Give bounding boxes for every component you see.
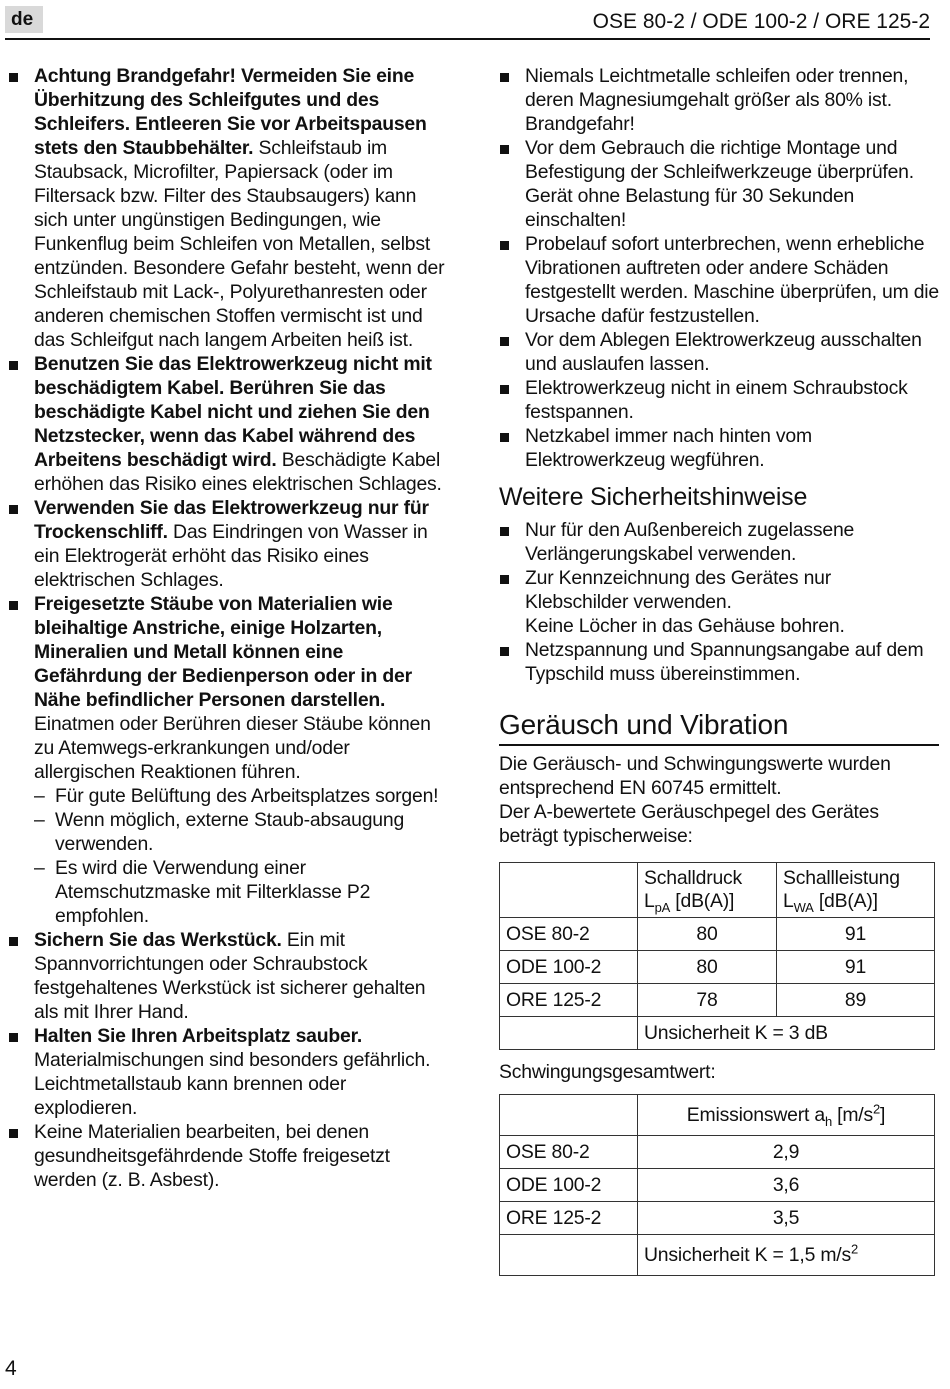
right-column [499,64,939,1276]
vibration-table [499,1094,935,1276]
bold-lead: Benutzen Sie das Elektrowerkzeug nicht mit beschädigtem Kabel. Berühren Sie das beschädigte Kabel nicht und ziehen Sie den Netzstecker, wenn das Kabel während des Arbeitens beschädigt wird. [34,353,432,471]
table-header-row [500,1095,935,1136]
table-cell-value: 3,5 [638,1202,935,1235]
noise-table [499,862,935,1050]
bold-lead: Freigesetzte Stäube von Materialien wie bleihaltige Anstriche, einige Holzarten, Mineralien und Metall können eine Gefährdung der Bedienperson oder in der Nähe befindlicher Personen darstellen. [34,593,412,711]
table-cell-empty [500,1095,638,1136]
header-divider [5,38,930,40]
table-cell-pressure: 80 [638,918,777,951]
left-column [8,64,448,1192]
table-cell-model: ODE 100-2 [500,1169,638,1202]
list-item [8,592,448,928]
list-item [8,928,448,1024]
language-badge: de [5,6,43,33]
list-item: Vor dem Ablegen Elektrowerkzeug ausschalten und auslaufen lassen. [499,328,939,376]
table-row [500,1235,935,1276]
table-cell-uncertainty: Unsicherheit K = 3 dB [638,1017,935,1050]
list-item: Nur für den Außenbereich zugelassene Verlängerungskabel verwenden. [499,518,939,566]
further-safety-list [499,518,939,686]
safety-list-right [499,64,939,472]
table-row [500,984,935,1017]
dust-sub-list [34,784,448,928]
table-header-emission: Emissionswert $a_h$ $[m/s^2]$ [638,1095,935,1136]
item-text: Einatmen oder Berühren dieser Stäube können zu Atemwegs-erkrankungen und/oder allergischen Reaktionen führen. [34,713,431,783]
table-cell-value: 2,9 [638,1136,935,1169]
table-row [500,1136,935,1169]
bold-lead: Halten Sie Ihren Arbeitsplatz sauber. [34,1025,363,1047]
table-header-row [500,863,935,918]
bold-lead: Verwenden Sie das Elektrowerkzeug nur für Trockenschliff. [34,497,429,543]
sub-list-item: – Für gute Belüftung des Arbeitsplatzes sorgen! [34,784,448,808]
table-cell-model: ODE 100-2 [500,951,638,984]
item-text: Beschädigte Kabel erhöhen das Risiko eines elektrischen Schlages. [34,449,442,495]
table-cell-empty [500,1235,638,1276]
table-row [500,1017,935,1050]
table-cell-model: ORE 125-2 [500,1202,638,1235]
list-item: Netzkabel immer nach hinten vom Elektrowerkzeug wegführen. [499,424,939,472]
table-row [500,1169,935,1202]
table-cell-model: OSE 80-2 [500,1136,638,1169]
vibration-label: Schwingungsgesamtwert: [499,1061,716,1083]
table-row [500,1202,935,1235]
further-safety-heading: Weitere Sicherheitshinweise [499,483,808,511]
noise-paragraph-1: Die Geräusch- und Schwingungswerte wurden entsprechend EN 60745 ermittelt. [499,753,891,799]
noise-vibration-heading: Geräusch und Vibration [499,708,939,746]
list-item [8,1120,448,1192]
sub-list-item: – Wenn möglich, externe Staub-absaugung verwenden. [34,808,448,856]
table-cell-power: 89 [777,984,935,1017]
item-text: Zur Kennzeichnung des Gerätes nur Klebschilder verwenden. [525,567,831,613]
table-header-power: Schallleistung $L_{WA}$ [dB(A)] [777,863,935,918]
table-cell-model: OSE 80-2 [500,918,638,951]
bold-lead: Sichern Sie das Werkstück. [34,929,282,951]
table-cell-pressure: 78 [638,984,777,1017]
list-item: Niemals Leichtmetalle schleifen oder trennen, deren Magnesiumgehalt größer als 80% ist. Brandgefahr! [499,64,939,136]
table-row [500,951,935,984]
item-text: Schleifstaub im Staubsack, Microfilter, Papiersack (oder im Filtersack bzw. Filter des Staubsaugers) kann sich unter ungünstigen Bedingungen, wie Funkenflug beim Schleifen von Metallen, selbst entzünden. Besondere Gefahr besteht, wenn der Schleifstaub mit Lack-, Polyurethanresten oder anderen chemischen Stoffen vermischt ist und das Schleifgut nach langem Arbeiten heiß ist. [34,137,445,351]
table-cell-power: 91 [777,918,935,951]
item-text: Materialmischungen sind besonders gefährlich. Leichtmetallstaub kann brennen oder explodieren. [34,1049,431,1119]
list-item [8,352,448,496]
safety-list-left [8,64,448,1192]
table-cell-value: 3,6 [638,1169,935,1202]
list-item [499,566,939,638]
bold-lead: Achtung Brandgefahr! Vermeiden Sie eine Überhitzung des Schleifgutes und des Schleifers. Entleeren Sie vor Arbeitspausen stets den Staubbehälter. [34,65,427,159]
table-row [500,918,935,951]
sub-list-item: – Es wird die Verwendung einer Atemschutzmaske mit Filterklasse P2 empfohlen. [34,856,448,928]
item-text: Keine Materialien bearbeiten, bei denen gesundheitsgefährdende Stoffe freigesetzt werden (z. B. Asbest). [34,1121,390,1191]
item-text: Das Eindringen von Wasser in ein Elektrogerät erhöht das Risiko eines elektrischen Schlages. [34,521,428,591]
item-text: Keine Löcher in das Gehäuse bohren. [525,615,845,637]
table-cell-power: 91 [777,951,935,984]
table-cell-empty [500,863,638,918]
list-item [8,1024,448,1120]
list-item: Elektrowerkzeug nicht in einem Schraubstock festspannen. [499,376,939,424]
page-number: 4 [5,1357,17,1380]
table-cell-empty [500,1017,638,1050]
list-item: Netzspannung und Spannungsangabe auf dem Typschild muss übereinstimmen. [499,638,939,686]
list-item: Probelauf sofort unterbrechen, wenn erhebliche Vibrationen auftreten oder andere Schäden festgestellt werden. Maschine überprüfen, um die Ursache dafür festzustellen. [499,232,939,328]
document-title: OSE 80-2 / ODE 100-2 / ORE 125-2 [592,10,930,33]
table-cell-pressure: 80 [638,951,777,984]
noise-paragraph-2: Der A-bewertete Geräuschpegel des Gerätes beträgt typischerweise: [499,801,879,847]
item-text: Ein mit Spannvorrichtungen oder Schraubstock festgehaltenes Werkstück ist sicherer gehalten als mit Ihrer Hand. [34,929,426,1023]
table-header-pressure: Schalldruck $L_{pA}$ [dB(A)] [638,863,777,918]
list-item [8,496,448,592]
list-item: Vor dem Gebrauch die richtige Montage und Befestigung der Schleifwerkzeuge überprüfen. Gerät ohne Belastung für 30 Sekunden einschalten! [499,136,939,232]
table-cell-uncertainty: Unsicherheit K = 1,5 $m/s^2$ [638,1235,935,1276]
list-item [8,64,448,352]
table-cell-model: ORE 125-2 [500,984,638,1017]
